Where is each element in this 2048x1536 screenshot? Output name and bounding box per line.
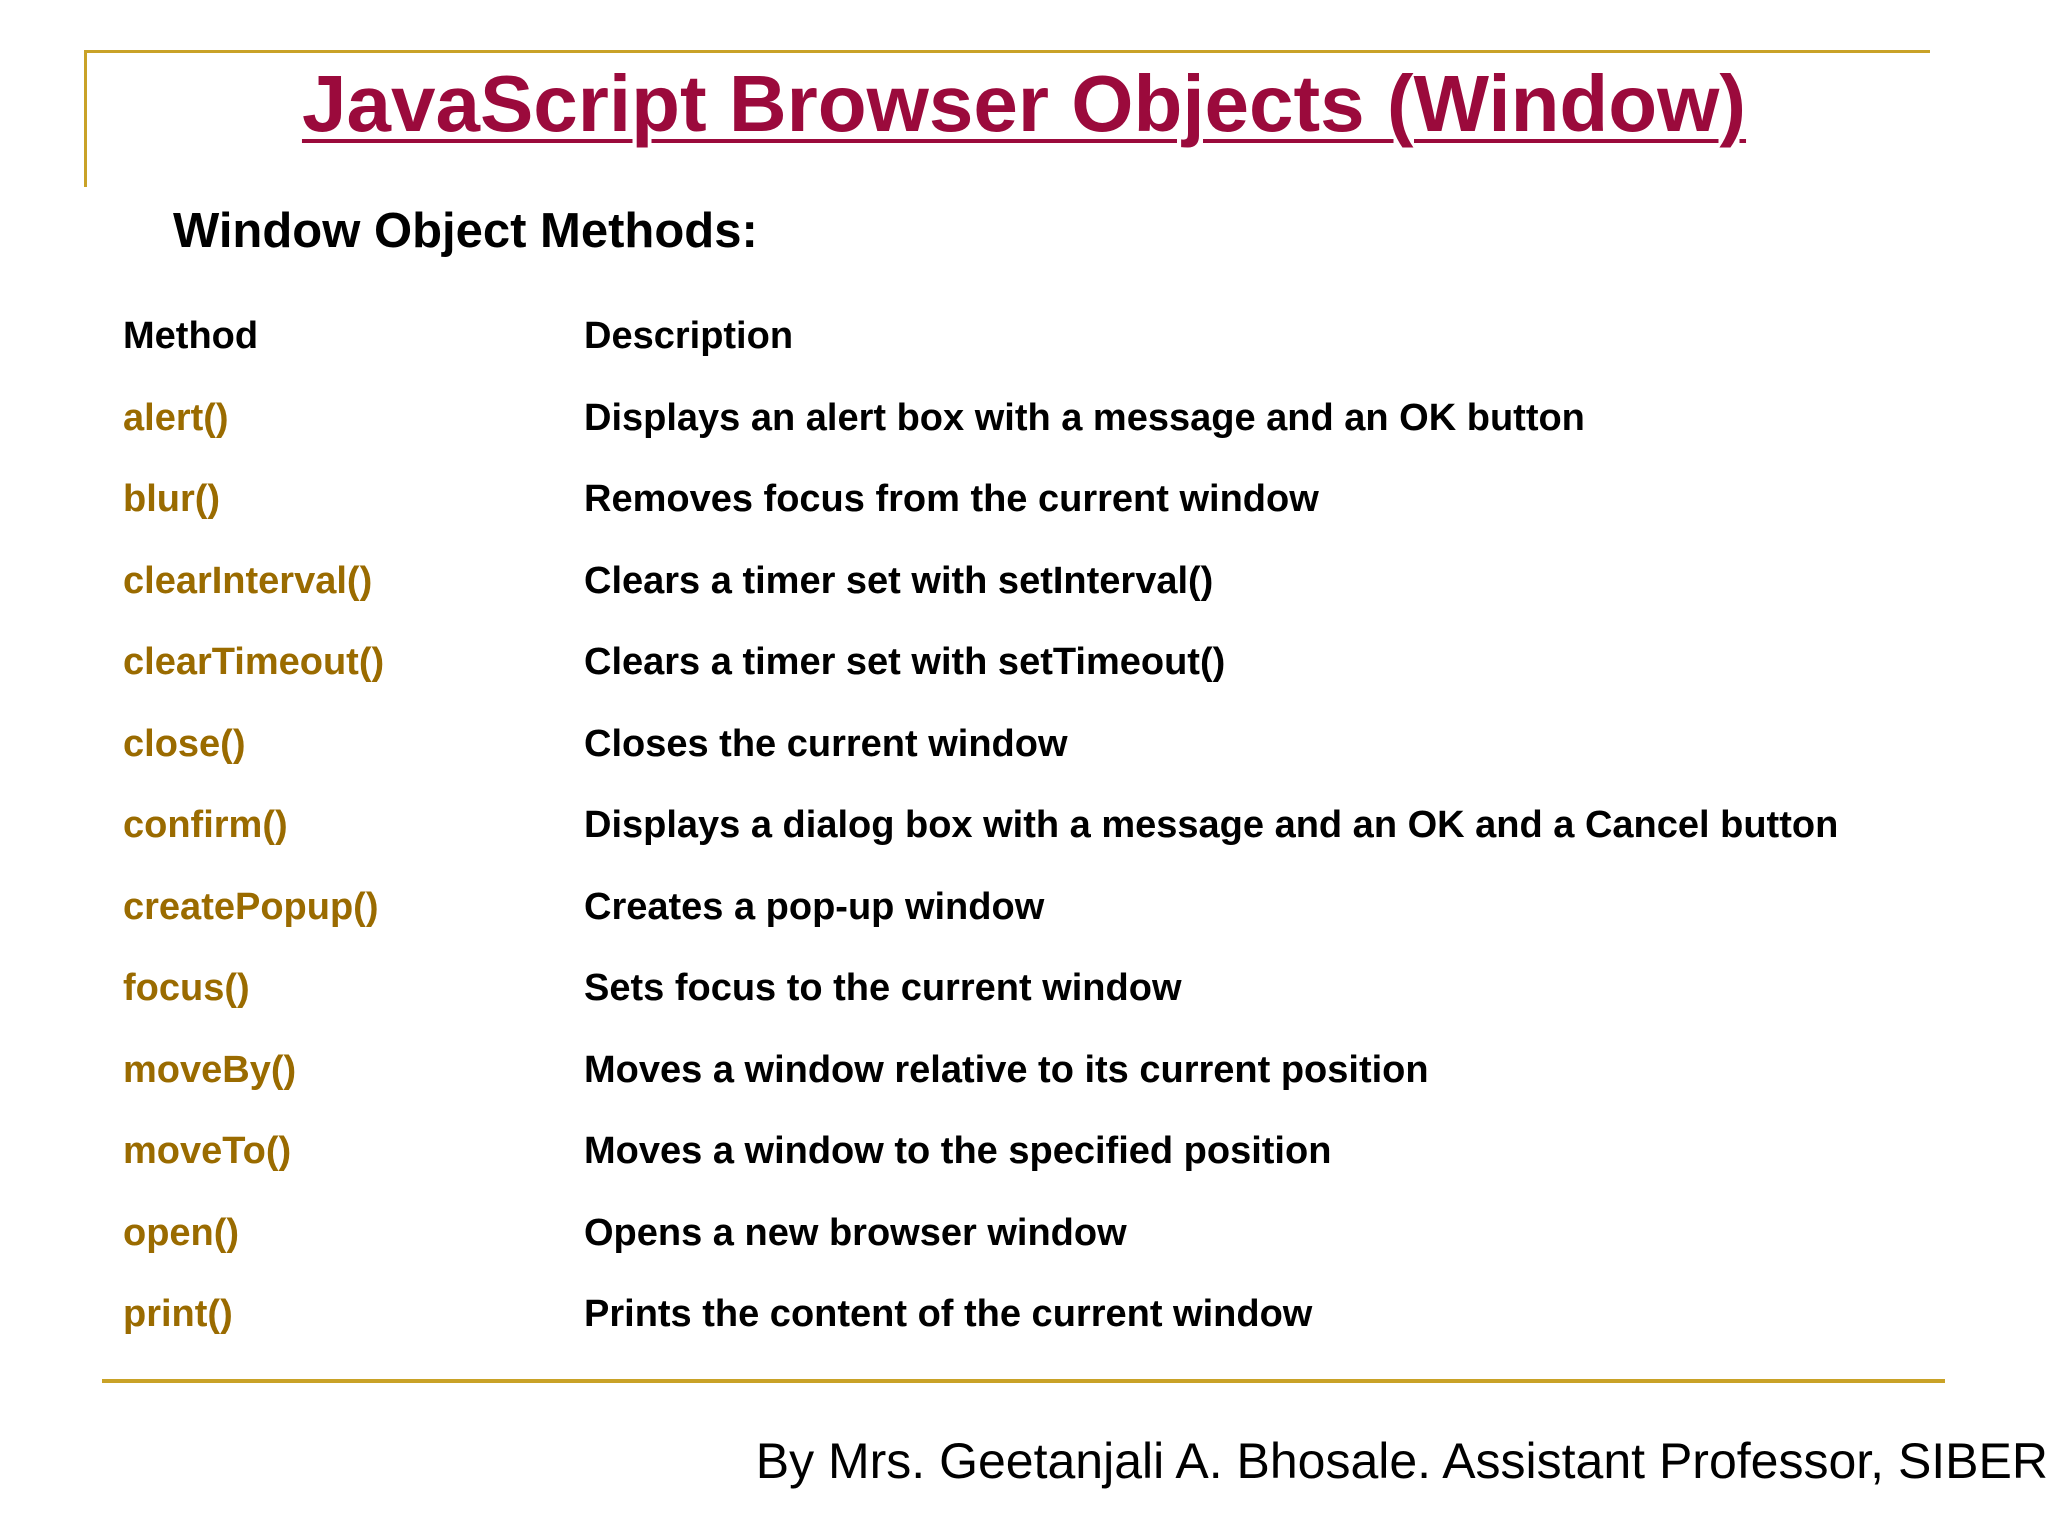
method-name: close(): [123, 722, 246, 765]
table-row: [123, 541, 1923, 623]
method-description: Displays an alert box with a message and an OK button: [584, 396, 1585, 439]
method-name: blur(): [123, 478, 221, 521]
section-heading: Window Object Methods:: [173, 204, 758, 258]
method-name: confirm(): [123, 804, 288, 847]
table-row: [123, 1030, 1923, 1112]
method-name: alert(): [123, 396, 229, 439]
methods-table: [123, 296, 1923, 1356]
method-description: Moves a window to the specified position: [584, 1130, 1332, 1173]
table-row: [123, 1111, 1923, 1193]
method-description: Creates a pop-up window: [584, 885, 1045, 928]
method-description: Sets focus to the current window: [584, 967, 1182, 1010]
table-row: [123, 622, 1923, 704]
method-name: moveBy(): [123, 1048, 297, 1091]
method-name: print(): [123, 1293, 233, 1336]
method-name: clearInterval(): [123, 559, 373, 602]
slide-title: JavaScript Browser Objects (Window): [301, 59, 1747, 148]
table-row: [123, 1193, 1923, 1275]
method-description: Opens a new browser window: [584, 1211, 1127, 1254]
method-name: focus(): [123, 967, 250, 1010]
table-body: [123, 378, 1923, 1356]
table-row: [123, 459, 1923, 541]
title-frame-top-rule: [84, 50, 1930, 53]
method-description: Removes focus from the current window: [584, 478, 1319, 521]
method-description: Prints the content of the current window: [584, 1293, 1313, 1336]
method-description: Displays a dialog box with a message and an OK and a Cancel button: [584, 804, 1839, 847]
table-row: [123, 785, 1923, 867]
table-row: [123, 704, 1923, 786]
method-name: moveTo(): [123, 1130, 292, 1173]
method-description: Clears a timer set with setTimeout(): [584, 641, 1226, 684]
table-header-row: [123, 296, 1923, 378]
table-row: [123, 378, 1923, 460]
table-row: [123, 867, 1923, 949]
method-name: open(): [123, 1211, 240, 1254]
method-name: clearTimeout(): [123, 641, 385, 684]
table-row: [123, 1274, 1923, 1356]
column-header-method: Method: [123, 315, 259, 358]
column-header-description: Description: [584, 315, 794, 358]
method-name: createPopup(): [123, 885, 379, 928]
method-description: Clears a timer set with setInterval(): [584, 559, 1214, 602]
author-credit: By Mrs. Geetanjali A. Bhosale. Assistant Professor, SIBER: [755, 1433, 2048, 1489]
table-row: [123, 948, 1923, 1030]
method-description: Closes the current window: [584, 722, 1068, 765]
method-description: Moves a window relative to its current position: [584, 1048, 1429, 1091]
footer-divider: [102, 1379, 1945, 1383]
